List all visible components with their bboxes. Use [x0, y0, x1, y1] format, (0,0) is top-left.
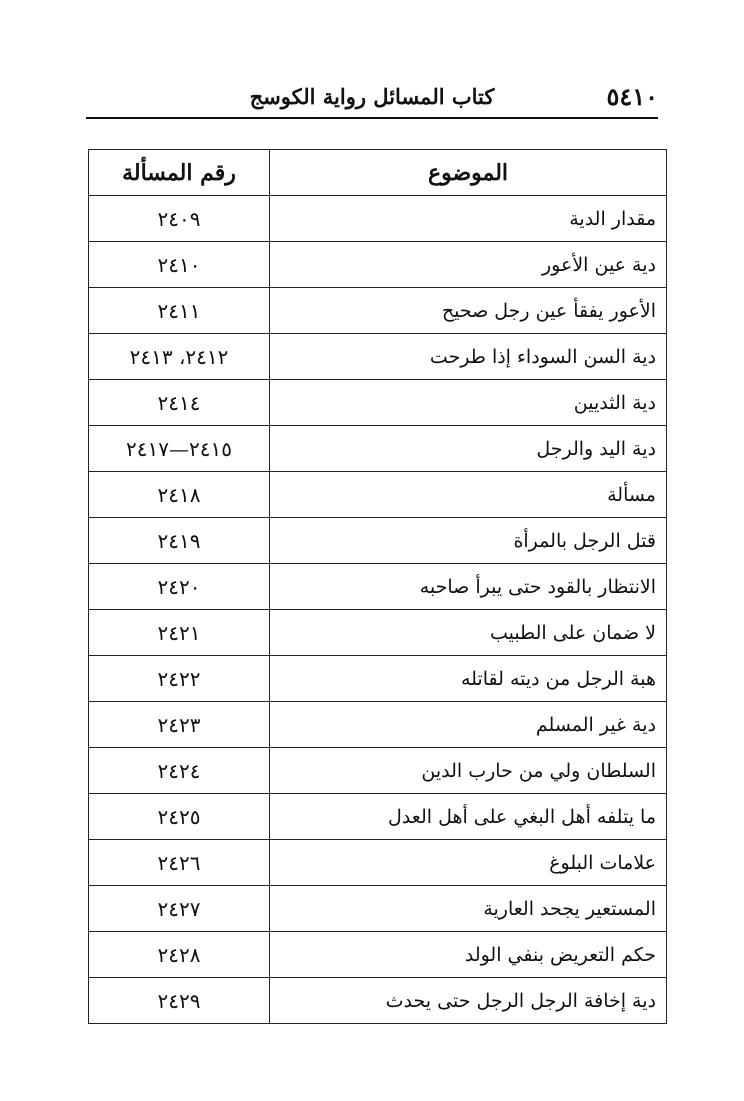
issue-number-cell: ٢٤١٢، ٢٤١٣	[89, 334, 270, 380]
table-row	[89, 840, 667, 886]
subject-cell: دية إخافة الرجل الرجل حتى يحدث	[270, 978, 667, 1024]
issue-number-cell: ٢٤١١	[89, 288, 270, 334]
table-row	[89, 702, 667, 748]
subject-cell: مسألة	[270, 472, 667, 518]
table-row	[89, 334, 667, 380]
table-row	[89, 610, 667, 656]
subject-cell: دية غير المسلم	[270, 702, 667, 748]
subject-cell: حكم التعريض بنفي الولد	[270, 932, 667, 978]
subject-cell: الانتظار بالقود حتى يبرأ صاحبه	[270, 564, 667, 610]
index-table	[88, 149, 667, 1024]
table-row	[89, 518, 667, 564]
subject-cell: الأعور يفقأ عين رجل صحيح	[270, 288, 667, 334]
column-header-subject: الموضوع	[270, 150, 667, 196]
issue-number-cell: ٢٤٢٤	[89, 748, 270, 794]
subject-cell: لا ضمان على الطبيب	[270, 610, 667, 656]
table-row	[89, 978, 667, 1024]
subject-cell: علامات البلوغ	[270, 840, 667, 886]
book-title: كتاب المسائل رواية الكوسج	[249, 84, 495, 109]
page-header	[86, 82, 658, 116]
issue-number-cell: ٢٤٢٨	[89, 932, 270, 978]
subject-cell: السلطان ولي من حارب الدين	[270, 748, 667, 794]
issue-number-cell: ٢٤٢٣	[89, 702, 270, 748]
issue-number-cell: ٢٤٢١	[89, 610, 270, 656]
issue-number-cell: ٢٤٢٥	[89, 794, 270, 840]
subject-cell: دية عين الأعور	[270, 242, 667, 288]
table-row	[89, 932, 667, 978]
subject-cell: مقدار الدية	[270, 196, 667, 242]
subject-cell: المستعير يجحد العارية	[270, 886, 667, 932]
subject-cell: دية السن السوداء إذا طرحت	[270, 334, 667, 380]
table-row	[89, 380, 667, 426]
subject-cell: قتل الرجل بالمرأة	[270, 518, 667, 564]
table-row	[89, 288, 667, 334]
subject-cell: دية اليد والرجل	[270, 426, 667, 472]
issue-number-cell: ٢٤١٥—٢٤١٧	[89, 426, 270, 472]
column-header-number: رقم المسألة	[89, 150, 270, 196]
table-row	[89, 564, 667, 610]
table-row	[89, 426, 667, 472]
issue-number-cell: ٢٤٠٩	[89, 196, 270, 242]
table-row	[89, 886, 667, 932]
table-row	[89, 748, 667, 794]
table-row	[89, 656, 667, 702]
issue-number-cell: ٢٤٢٧	[89, 886, 270, 932]
issue-number-cell: ٢٤١٤	[89, 380, 270, 426]
table-row	[89, 242, 667, 288]
table-row	[89, 196, 667, 242]
issue-number-cell: ٢٤١٠	[89, 242, 270, 288]
table-header-row	[89, 150, 667, 196]
table-row	[89, 472, 667, 518]
subject-cell: هبة الرجل من ديته لقاتله	[270, 656, 667, 702]
issue-number-cell: ٢٤٢٢	[89, 656, 270, 702]
issue-number-cell: ٢٤٢٠	[89, 564, 270, 610]
issue-number-cell: ٢٤٢٩	[89, 978, 270, 1024]
subject-cell: ما يتلفه أهل البغي على أهل العدل	[270, 794, 667, 840]
issue-number-cell: ٢٤٢٦	[89, 840, 270, 886]
header-rule	[86, 117, 658, 119]
page-number: ٥٤١٠	[606, 82, 658, 111]
issue-number-cell: ٢٤١٨	[89, 472, 270, 518]
subject-cell: دية الثديين	[270, 380, 667, 426]
issue-number-cell: ٢٤١٩	[89, 518, 270, 564]
table-row	[89, 794, 667, 840]
